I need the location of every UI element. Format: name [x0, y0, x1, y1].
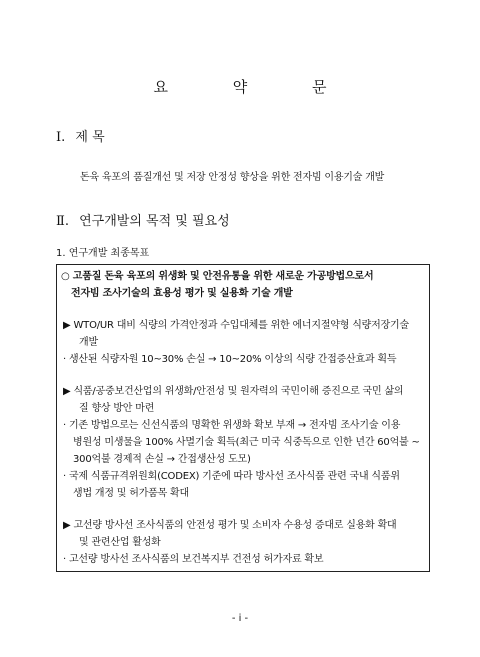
intro-line-2: 전자빔 조사기술의 효용성 평가 및 실용화 기술 개발: [71, 288, 293, 299]
section2-number: Ⅱ.: [56, 214, 69, 229]
item2-line-2: 질 향상 방안 마련: [79, 403, 155, 414]
section1-heading: [56, 126, 105, 145]
section1-title: 제 목: [75, 130, 105, 145]
page-number: - i -: [231, 613, 249, 624]
item3-line-1: ▶ 고선량 방사선 조사식품의 안전성 평가 및 소비자 수용성 증대로 실용화 확대: [63, 520, 397, 531]
section2-title: 연구개발의 목적 및 필요성: [79, 214, 230, 229]
item2-sub1-line-2: 병원성 미생물을 100% 사멸기술 획득(최근 미국 식중독으로 인한 년간 60억불 ~: [73, 437, 420, 448]
item2-sub2-line-2: 생법 개정 및 허가품목 확대: [73, 488, 189, 499]
goal-heading: 1. 연구개발 최종목표: [56, 248, 150, 259]
item2-sub1-line-3: 300억불 경제적 손실 → 간접생산성 도모): [73, 454, 251, 465]
section1-number: Ⅰ.: [56, 130, 66, 145]
goal-box: [56, 264, 430, 572]
section2-heading: [56, 210, 230, 229]
item2-line-1: ▶ 식품/공중보건산업의 위생화/안전성 및 원자력의 국민이해 증진으로 국민 삶의: [63, 386, 404, 397]
item3-line-2: 및 관련산업 활성화: [79, 537, 161, 548]
item1-sub-1: · 생산된 식량자원 10~30% 손실 → 10~20% 이상의 식량 간접증산효과 획득: [63, 354, 397, 365]
item1-line-1: ▶ WTO/UR 대비 식량의 가격안정과 수입대체를 위한 에너지절약형 식량저장기술: [63, 320, 409, 331]
page-title: 요 약 문: [153, 78, 357, 96]
item2-sub2-line-1: · 국제 식품규격위원회(CODEX) 기준에 따라 방사선 조사식품 관련 국내 식품위: [63, 471, 400, 482]
item3-sub-1: · 고선량 방사선 조사식품의 보건복지부 건전성 허가자료 확보: [63, 554, 324, 565]
intro-line-1: ○ 고품질 돈육 육포의 위생화 및 안전유통을 위한 새로운 가공방법으로서: [61, 271, 374, 282]
item2-sub1-line-1: · 기존 방법으로는 신선식품의 명확한 위생화 확보 부재 → 전자빔 조사기술 이용: [63, 420, 401, 431]
item1-line-2: 개발: [79, 337, 98, 348]
research-subject: 돈육 육포의 품질개선 및 저장 안정성 향상을 위한 전자빔 이용기술 개발: [80, 172, 385, 183]
